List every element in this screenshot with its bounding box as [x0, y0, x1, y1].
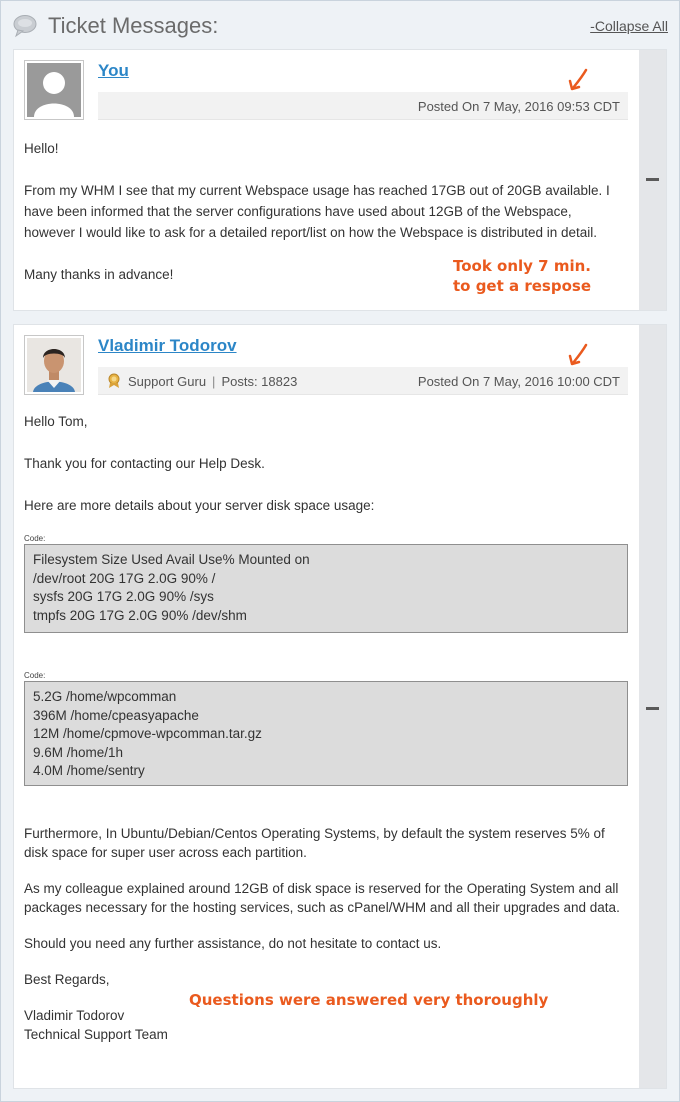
collapse-dash-icon: [646, 707, 659, 710]
chat-bubble-icon: [12, 14, 40, 38]
annotation-line: Took only 7 min.: [453, 257, 591, 275]
message-paragraph: Best Regards,: [24, 972, 110, 987]
signature-team: Technical Support Team: [24, 1027, 168, 1042]
message-paragraph: Should you need any further assistance, do not hesitate to contact us.: [24, 936, 442, 951]
message-body: [24, 411, 624, 516]
message-paragraph: Hello!: [24, 141, 59, 156]
avatar: [24, 335, 84, 395]
message-author-link[interactable]: You: [98, 61, 129, 80]
collapse-all-link[interactable]: -Collapse All: [590, 18, 668, 34]
role-label: Support Guru: [128, 373, 207, 389]
code-line: /dev/root 20G 17G 2.0G 90% /: [33, 570, 216, 586]
message-collapse-bar[interactable]: [639, 50, 666, 310]
panel-header: [1, 1, 680, 51]
code-block: [24, 544, 628, 633]
posted-timestamp: Posted On 7 May, 2016 09:53 CDT: [417, 99, 620, 114]
message-author-link[interactable]: Vladimir Todorov: [98, 336, 237, 355]
response-time-annotation: [437, 256, 607, 296]
annotation-line: to get a respose: [453, 277, 591, 295]
page-title: Ticket Messages:: [48, 13, 219, 38]
message-paragraph: Many thanks in advance!: [24, 267, 174, 282]
annotation-arrow-icon: [567, 342, 591, 368]
author-role: [106, 373, 297, 389]
message-paragraph: Hello Tom,: [24, 414, 88, 429]
separator: |: [212, 373, 216, 389]
code-line: 9.6M /home/1h: [33, 744, 124, 760]
code-line: sysfs 20G 17G 2.0G 90% /sys: [33, 589, 214, 604]
thoroughness-annotation: Questions were answered very thoroughly: [189, 991, 549, 1009]
annotation-arrow-icon: [567, 67, 591, 93]
code-line: 12M /home/cpmove-wpcomman.tar.gz: [33, 726, 262, 741]
signature-name: Vladimir Todorov: [24, 1008, 125, 1023]
code-block: [24, 681, 628, 786]
message-paragraph: As my colleague explained around 12GB of disk space is reserved for the Operating System and all packages necessary for the hosting services, such as cPanel/WHM and all their upgrades and data.: [24, 881, 620, 915]
posts-count: Posts: 18823: [221, 373, 298, 389]
code-line: Filesystem Size Used Avail Use% Mounted on: [33, 552, 310, 567]
code-label: Code:: [24, 534, 46, 543]
message-paragraph: Furthermore, In Ubuntu/Debian/Centos Operating Systems, by default the system reserves 5% of disk space for super user across each partition.: [24, 826, 605, 860]
message-meta-bar: [98, 367, 628, 395]
ticket-message: [13, 324, 667, 1089]
message-body: [24, 824, 624, 1044]
collapse-dash-icon: [646, 178, 659, 181]
message-collapse-bar[interactable]: [639, 325, 666, 1088]
message-paragraph: From my WHM I see that my current Webspace usage has reached 17GB out of 20GB available. I have been informed that the server configurations have used about 12GB of the Webspace, however I would like to ask for a detailed report/list on how the Webspace is distributed in detail.: [24, 183, 610, 240]
code-line: tmpfs 20G 17G 2.0G 90% /dev/shm: [33, 607, 247, 623]
message-paragraph: Here are more details about your server disk space usage:: [24, 498, 375, 513]
message-paragraph: Thank you for contacting our Help Desk.: [24, 456, 265, 471]
default-avatar-icon: [24, 60, 84, 120]
code-line: 5.2G /home/wpcomman: [33, 689, 177, 704]
code-line: 4.0M /home/sentry: [33, 763, 145, 778]
code-label: Code:: [24, 671, 46, 680]
posted-timestamp: Posted On 7 May, 2016 10:00 CDT: [417, 374, 620, 389]
message-meta-bar: [98, 92, 628, 120]
support-badge-icon: [106, 373, 122, 389]
code-line: 396M /home/cpeasyapache: [33, 707, 199, 723]
